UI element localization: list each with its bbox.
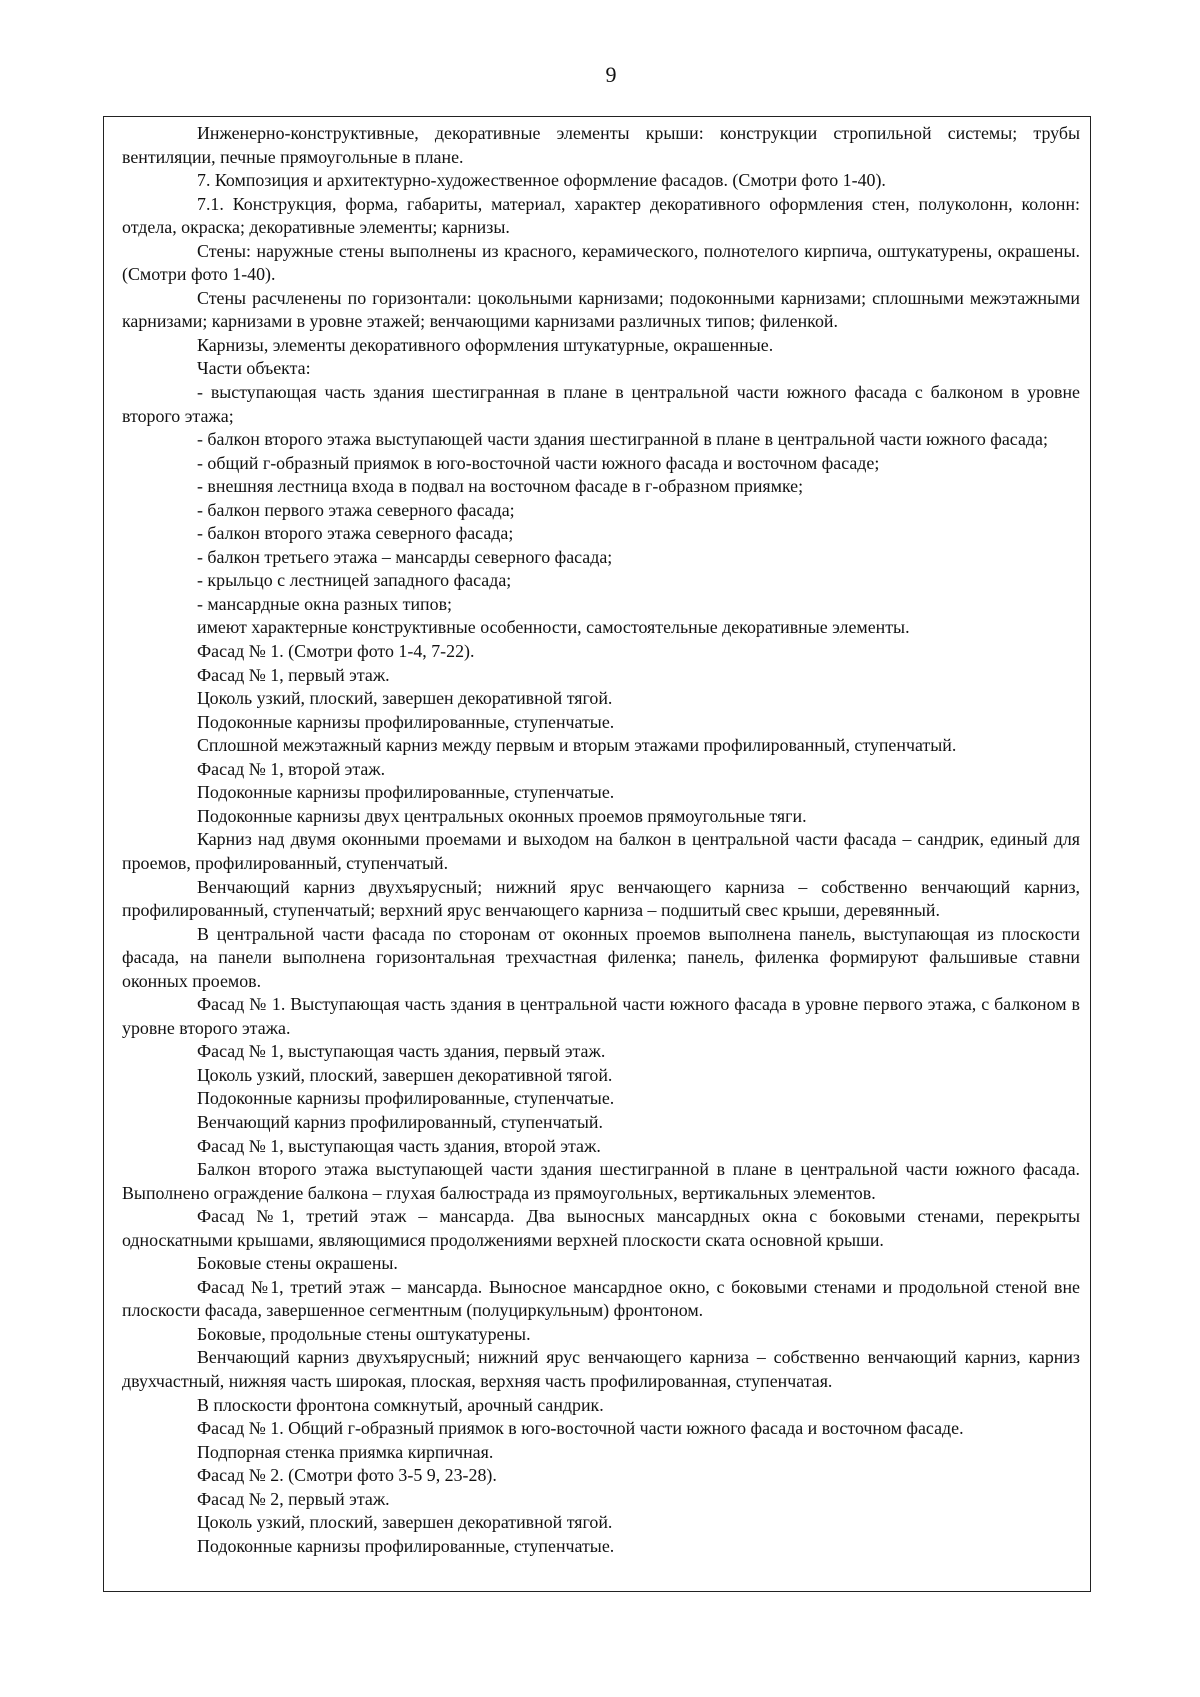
paragraph: Фасад №1, третий этаж – мансарда. Выносное мансардное окно, с боковыми стенами и продольной стеной вне плоскости фасада, завершенное сегментным (полуциркульным) фронтоном. bbox=[122, 1276, 1080, 1321]
paragraph: Боковые стены окрашены. bbox=[197, 1253, 398, 1274]
list-item: - внешняя лестница входа в подвал на восточном фасаде в г-образном приямке; bbox=[197, 476, 804, 497]
paragraph: 7.1. Конструкция, форма, габариты, материал, характер декоративного оформления стен, полуколонн, колонн: отдела, окраска; декоративные элементы; карнизы. bbox=[122, 193, 1080, 238]
paragraph: Части объекта: bbox=[197, 358, 311, 379]
list-item: - балкон третьего этажа – мансарды северного фасада; bbox=[197, 546, 613, 567]
list-item: - балкон первого этажа северного фасада; bbox=[197, 499, 515, 520]
paragraph: Карнизы, элементы декоративного оформления штукатурные, окрашенные. bbox=[197, 334, 774, 355]
subsection-heading: Фасад № 2, первый этаж. bbox=[197, 1488, 390, 1509]
document-body bbox=[122, 122, 1080, 1558]
paragraph: Цоколь узкий, плоский, завершен декоративной тягой. bbox=[197, 688, 613, 709]
paragraph: Фасад №1, третий этаж – мансарда. Два выносных мансардных окна с боковыми стенами, перекрыты односкатными крышами, являющимися продолжениями верхней плоскости ската основной крыши. bbox=[122, 1206, 1080, 1250]
paragraph: Подоконные карнизы двух центральных оконных проемов прямоугольные тяги. bbox=[197, 805, 807, 826]
list-item: - общий г-образный приямок в юго-восточной части южного фасада и восточном фасаде; bbox=[197, 452, 880, 473]
list-item: - балкон второго этажа северного фасада; bbox=[197, 523, 514, 544]
page-number: 9 bbox=[605, 62, 617, 87]
paragraph: Инженерно-конструктивные, декоративные элементы крыши: конструкции стропильной системы; трубы вентиляции, печные прямоугольные в плане. bbox=[122, 123, 1080, 167]
text-frame bbox=[103, 116, 1091, 1592]
paragraph: Венчающий карниз профилированный, ступенчатый. bbox=[197, 1111, 603, 1132]
paragraph: имеют характерные конструктивные особенности, самостоятельные декоративные элементы. bbox=[197, 617, 910, 638]
paragraph: Цоколь узкий, плоский, завершен декоративной тягой. bbox=[197, 1064, 613, 1085]
paragraph: В плоскости фронтона сомкнутый, арочный сандрик. bbox=[197, 1394, 604, 1415]
paragraph: Карниз над двумя оконными проемами и выходом на балкон в центральной части фасада – сандрик, единый для проемов, профилированный, ступенчатый. bbox=[122, 829, 1080, 873]
section-heading: Фасад № 1. Общий г-образный приямок в юго-восточной части южного фасада и восточном фасаде. bbox=[197, 1418, 964, 1439]
paragraph: Подоконные карнизы профилированные, ступенчатые. bbox=[197, 1088, 615, 1109]
section-heading: Фасад № 1. (Смотри фото 1-4, 7-22). bbox=[197, 641, 475, 662]
paragraph: Венчающий карниз двухъярусный; нижний ярус венчающего карниза – собственно венчающий карниз, профилированный, ступенчатый; верхний ярус венчающего карниза – подшитый свес крыши, деревянный. bbox=[122, 876, 1080, 921]
section-heading: Фасад № 2. (Смотри фото 3-5 9, 23-28). bbox=[197, 1465, 497, 1486]
paragraph: Подоконные карнизы профилированные, ступенчатые. bbox=[197, 711, 615, 732]
list-item: - мансардные окна разных типов; bbox=[197, 593, 452, 614]
subsection-heading: Фасад № 1, выступающая часть здания, второй этаж. bbox=[197, 1135, 601, 1156]
list-item: - крыльцо с лестницей западного фасада; bbox=[197, 570, 512, 591]
subsection-heading: Фасад № 1, первый этаж. bbox=[197, 664, 390, 685]
paragraph: Венчающий карниз двухъярусный; нижний ярус венчающего карниза – собственно венчающий карниз, карниз двухчастный, нижняя часть широкая, плоская, верхняя часть профилированная, ступенчатая. bbox=[122, 1347, 1080, 1391]
subsection-heading: Фасад № 1, второй этаж. bbox=[197, 758, 386, 779]
paragraph: Стены: наружные стены выполнены из красного, керамического, полнотелого кирпича, оштукатурены, окрашены. (Смотри фото 1-40). bbox=[122, 240, 1080, 285]
list-item: - выступающая часть здания шестигранная в плане в центральной части южного фасада с балконом в уровне второго этажа; bbox=[122, 382, 1080, 426]
paragraph: Подпорная стенка приямка кирпичная. bbox=[197, 1441, 494, 1462]
section-heading: Фасад № 1. Выступающая часть здания в центральной части южного фасада в уровне первого этажа, с балконом в уровне второго этажа. bbox=[122, 994, 1080, 1038]
paragraph: Цоколь узкий, плоский, завершен декоративной тягой. bbox=[197, 1512, 613, 1533]
paragraph: Стены расчленены по горизонтали: цокольными карнизами; подоконными карнизами; сплошными межэтажными карнизами; карнизами в уровне этажей; венчающими карнизами различных типов; филенкой. bbox=[122, 287, 1080, 332]
paragraph: Боковые, продольные стены оштукатурены. bbox=[197, 1323, 531, 1344]
paragraph: Подоконные карнизы профилированные, ступенчатые. bbox=[197, 782, 615, 803]
paragraph: В центральной части фасада по сторонам от оконных проемов выполнена панель, выступающая из плоскости фасада, на панели выполнена горизонтальная трехчастная филенка; панель, филенка формируют фальшивые ставни оконных проемов. bbox=[122, 923, 1080, 991]
subsection-heading: Фасад № 1, выступающая часть здания, первый этаж. bbox=[197, 1041, 606, 1062]
paragraph: Сплошной межэтажный карниз между первым и вторым этажами профилированный, ступенчатый. bbox=[197, 735, 957, 756]
list-item: - балкон второго этажа выступающей части здания шестигранной в плане в центральной части южного фасада; bbox=[197, 429, 1048, 450]
paragraph: Подоконные карнизы профилированные, ступенчатые. bbox=[197, 1535, 615, 1556]
paragraph: 7. Композиция и архитектурно-художественное оформление фасадов. (Смотри фото 1-40). bbox=[197, 170, 886, 191]
paragraph: Балкон второго этажа выступающей части здания шестигранной в плане в центральной части южного фасада. Выполнено ограждение балкона – глухая балюстрада из прямоугольных, вертикальных элементов. bbox=[122, 1159, 1080, 1203]
